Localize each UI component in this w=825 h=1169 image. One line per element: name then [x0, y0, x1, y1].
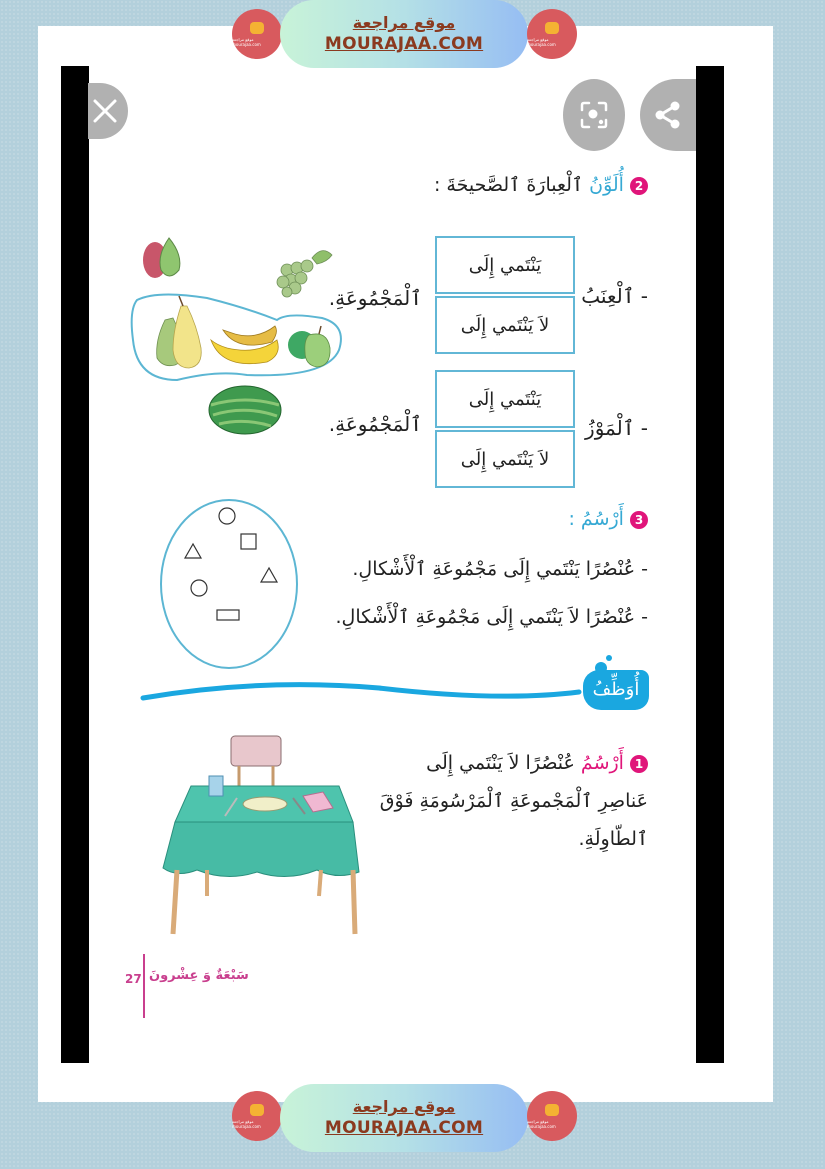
- book-icon: [250, 22, 264, 34]
- exercise2-heading: [434, 174, 648, 196]
- exercise1-line-1-text: عُنْصُرًا لاَ يَنْتَمي إِلَى: [426, 752, 575, 774]
- badge-text: موقع مراجعة mourajaa.com: [232, 36, 261, 47]
- row1-option-belongs[interactable]: يَنْتَمي إِلَى: [435, 236, 575, 294]
- fruits-illustration: [127, 230, 347, 440]
- lens-button[interactable]: [563, 79, 625, 151]
- exercise3-line-1: - عُنْصُرًا يَنْتَمي إِلَى مَجْمُوعَةِ ٱلْأَشْكالِ.: [352, 558, 648, 580]
- close-icon: [90, 96, 120, 126]
- exercise1-number: 1: [630, 755, 648, 773]
- table-illustration: [157, 730, 377, 950]
- site-logo-badge: [527, 9, 577, 59]
- row2-option-belongs[interactable]: يَنْتَمي إِلَى: [435, 370, 575, 428]
- site-name-latin: MOURAJAA.COM: [324, 1118, 484, 1138]
- site-logo-badge: [232, 9, 282, 59]
- exercise3-heading: [568, 508, 648, 530]
- pear-icon: [157, 296, 202, 368]
- book-icon: [545, 1104, 559, 1116]
- square-shape: [241, 534, 256, 549]
- chair-icon: [231, 736, 281, 766]
- site-link[interactable]: [280, 1084, 528, 1152]
- row2-subject: - ٱلْمَوْزُ: [585, 416, 648, 440]
- page-number-words: سَبْعَةٌ وَ عِشْرونَ: [149, 968, 249, 983]
- badge-text: موقع مراجعة mourajaa.com: [527, 1118, 556, 1129]
- badge-text: موقع مراجعة mourajaa.com: [527, 36, 556, 47]
- plate-icon: [243, 797, 287, 811]
- site-logo-badge: [232, 1091, 282, 1141]
- footer-divider: [143, 954, 145, 1018]
- triangle-shape: [185, 544, 201, 558]
- page-number: 27: [125, 972, 142, 986]
- bottom-watermark-banner: [230, 1082, 580, 1152]
- section-title-badge: أُوَظِّفُ: [583, 670, 649, 710]
- row2-option-not-belongs[interactable]: لاَ يَنْتَمي إِلَى: [435, 430, 575, 488]
- badge-text: موقع مراجعة mourajaa.com: [232, 1118, 261, 1129]
- exercise1-verb: أَرْسُمُ: [580, 752, 624, 774]
- row2-ending: ٱلْمَجْمُوعَةِ.: [328, 412, 422, 436]
- book-icon: [250, 1104, 264, 1116]
- exercise1-line-2: عَناصِرِ ٱلْمَجْموعَةِ ٱلْمَرْسُومَةِ فَوْقَ: [379, 790, 648, 812]
- circle-shape: [191, 580, 207, 596]
- shapes-set-illustration: [157, 496, 307, 676]
- exercise3-verb: أَرْسُمُ :: [568, 508, 624, 530]
- textbook-page: [89, 66, 696, 1063]
- row1-option-not-belongs[interactable]: لاَ يَنْتَمي إِلَى: [435, 296, 575, 354]
- fig-icon: [143, 238, 180, 278]
- top-watermark-banner: [230, 0, 580, 70]
- apple-icon: [288, 326, 330, 367]
- grapes-icon: [277, 251, 332, 297]
- row1-ending: ٱلْمَجْمُوعَةِ.: [328, 286, 422, 310]
- exercise1-text: [378, 744, 648, 858]
- site-link[interactable]: [280, 0, 528, 68]
- site-name-arabic: موقع مراجعة: [352, 1097, 456, 1116]
- exercise1-line-3: ٱلطّاوِلَةِ.: [578, 828, 648, 850]
- watermelon-icon: [209, 386, 281, 434]
- exercise3-line-2: - عُنْصُرًا لاَ يَنْتَمي إِلَى مَجْمُوعَةِ ٱلْأَشْكالِ.: [335, 606, 648, 628]
- exercise3-number: 3: [630, 511, 648, 529]
- rectangle-shape: [217, 610, 239, 620]
- site-name-arabic: موقع مراجعة: [352, 13, 456, 32]
- exercise2-verb: أُلَوِّنُ: [589, 174, 624, 196]
- section-divider-wave: [139, 650, 659, 710]
- exercise2-number: 2: [630, 177, 648, 195]
- exercise1-line-1: [378, 744, 648, 782]
- exercise2-title: ٱلْعِبارَةَ ٱلصَّحيحَةَ :: [433, 174, 584, 196]
- circle-shape: [219, 508, 235, 524]
- lens-scan-icon: [578, 99, 610, 131]
- site-name-latin: MOURAJAA.COM: [324, 34, 484, 54]
- book-icon: [545, 22, 559, 34]
- site-logo-badge: [527, 1091, 577, 1141]
- row1-subject: - ٱلْعِنَبُ: [581, 284, 648, 308]
- banana-icon: [211, 326, 278, 364]
- share-icon: [652, 99, 684, 131]
- triangle-shape: [261, 568, 277, 582]
- glass-icon: [209, 776, 223, 796]
